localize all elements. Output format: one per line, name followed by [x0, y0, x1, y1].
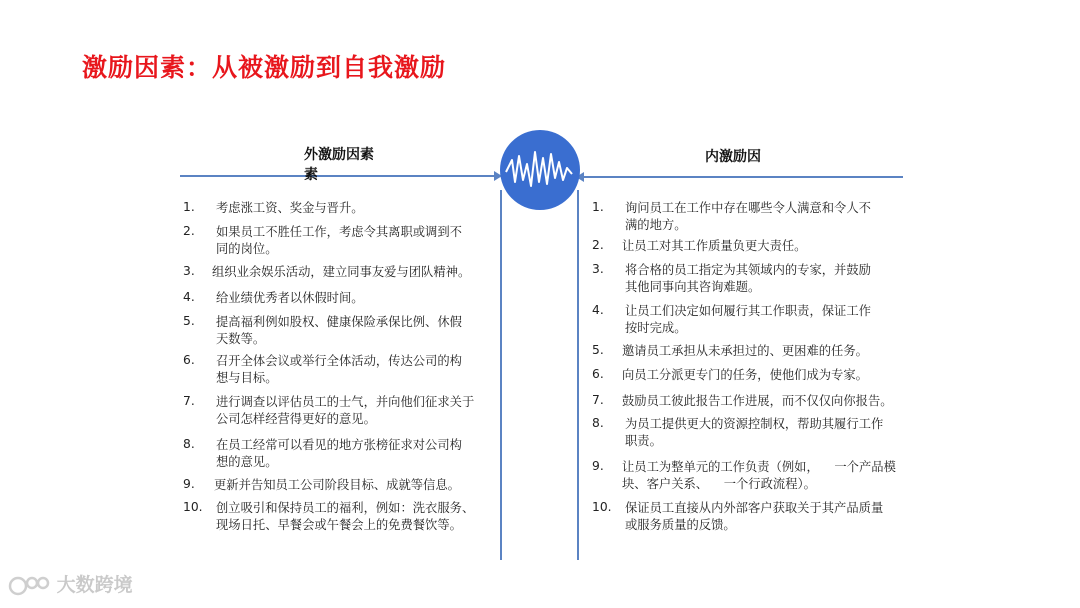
list-item-text: 让员工为整单元的工作负责（例如， 一个产品模: [622, 460, 896, 474]
list-item: [625, 200, 871, 234]
list-item-text: 按时完成。: [625, 321, 687, 335]
list-item: [216, 394, 474, 428]
list-item: [625, 262, 871, 296]
right-heading: 内激励因: [705, 149, 761, 165]
list-item-number: 2.: [592, 238, 604, 252]
list-item: [216, 290, 364, 307]
right-arrow-line: [584, 176, 903, 178]
left-divider-line: [500, 190, 502, 560]
list-item-number: 9.: [183, 477, 195, 491]
list-item-text: 向员工分派更专门的任务，使他们成为专家。: [622, 368, 868, 382]
list-item: [622, 238, 806, 255]
list-item: [622, 459, 896, 493]
list-item: [216, 224, 462, 258]
list-item: [216, 500, 474, 534]
list-item-number: 7.: [592, 393, 604, 407]
list-item-text: 现场日托、早餐会或午餐会上的免费餐饮等。: [216, 518, 462, 532]
list-item-text: 为员工提供更大的资源控制权，帮助其履行工作: [625, 417, 884, 431]
list-item-number: 9.: [592, 459, 604, 473]
list-item-number: 8.: [183, 437, 195, 451]
list-item-text: 或服务质量的反馈。: [625, 518, 736, 532]
list-item: [216, 314, 462, 348]
logo-icon: [8, 573, 50, 599]
list-item-text: 召开全体会议或举行全体活动，传达公司的构: [216, 354, 462, 368]
list-item-number: 8.: [592, 416, 604, 430]
list-item-number: 3.: [592, 262, 604, 276]
list-item: [216, 200, 364, 217]
list-item-number: 3.: [183, 264, 195, 278]
list-item-text: 想与目标。: [216, 371, 278, 385]
list-item-text: 邀请员工承担从未承担过的、更困难的任务。: [622, 344, 868, 358]
list-item-text: 让员工对其工作质量负更大责任。: [622, 239, 807, 253]
list-item: [622, 393, 893, 410]
list-item-number: 5.: [183, 314, 195, 328]
list-item-number: 4.: [183, 290, 195, 304]
list-item-text: 公司怎样经营得更好的意见。: [216, 412, 376, 426]
watermark-text: 大数跨境: [56, 574, 133, 596]
list-item-number: 6.: [592, 367, 604, 381]
list-item: [622, 343, 868, 360]
list-item-text: 如果员工不胜任工作，考虑令其离职或调到不: [216, 225, 462, 239]
list-item-text: 组织业余娱乐活动，建立同事友爱与团队精神。: [212, 265, 471, 279]
list-item-text: 将合格的员工指定为其领域内的专家，并鼓励: [625, 263, 871, 277]
list-item: [625, 416, 883, 450]
list-item-text: 保证员工直接从内外部客户获取关于其产品质量: [625, 501, 884, 515]
list-item-text: 在员工经常可以看见的地方张榜征求对公司构: [216, 438, 462, 452]
center-circle: [500, 130, 580, 210]
list-item: [216, 353, 462, 387]
list-item-text: 块、客户关系、 一个行政流程）。: [622, 477, 816, 491]
list-item-text: 创立吸引和保持员工的福利，例如：洗衣服务、: [216, 501, 475, 515]
watermark: [8, 570, 133, 599]
left-heading: [304, 144, 374, 184]
list-item-number: 5.: [592, 343, 604, 357]
list-item-text: 想的意见。: [216, 455, 278, 469]
list-item: [214, 477, 460, 494]
list-item-number: 10.: [183, 500, 203, 514]
list-item-number: 1.: [592, 200, 604, 214]
list-item-number: 2.: [183, 224, 195, 238]
list-item-text: 其他同事向其咨询难题。: [625, 280, 761, 294]
list-item-text: 询问员工在工作中存在哪些令人满意和令人不: [625, 201, 871, 215]
list-item-text: 鼓励员工彼此报告工作进展，而不仅仅向你报告。: [622, 394, 893, 408]
list-item-text: 进行调查以评估员工的士气，并向他们征求关于: [216, 395, 475, 409]
list-item-text: 让员工们决定如何履行其工作职责，保证工作: [625, 304, 871, 318]
right-divider-line: [577, 190, 579, 560]
list-item-number: 4.: [592, 303, 604, 317]
list-item: [625, 303, 871, 337]
list-item-number: 6.: [183, 353, 195, 367]
list-item: [216, 437, 462, 471]
list-item: [212, 264, 470, 281]
left-heading-line1: 外激励因素: [304, 147, 374, 163]
list-item-text: 更新并告知员工公司阶段目标、成就等信息。: [214, 478, 460, 492]
list-item: [625, 500, 883, 534]
list-item: [622, 367, 868, 384]
left-heading-line2: 素: [304, 167, 318, 183]
list-item-text: 给业绩优秀者以休假时间。: [216, 291, 364, 305]
list-item-text: 提高福利例如股权、健康保险承保比例、休假: [216, 315, 462, 329]
list-item-text: 职责。: [625, 434, 662, 448]
page-title: 激励因素：从被激励到自我激励: [82, 53, 447, 82]
list-item-number: 10.: [592, 500, 612, 514]
list-item-number: 1.: [183, 200, 195, 214]
list-item-text: 天数等。: [216, 332, 266, 346]
list-item-number: 7.: [183, 394, 195, 408]
list-item-text: 同的岗位。: [216, 242, 278, 256]
list-item-text: 考虑涨工资、奖金与晋升。: [216, 201, 364, 215]
pulse-wave-icon: [500, 130, 580, 210]
list-item-text: 满的地方。: [625, 218, 687, 232]
